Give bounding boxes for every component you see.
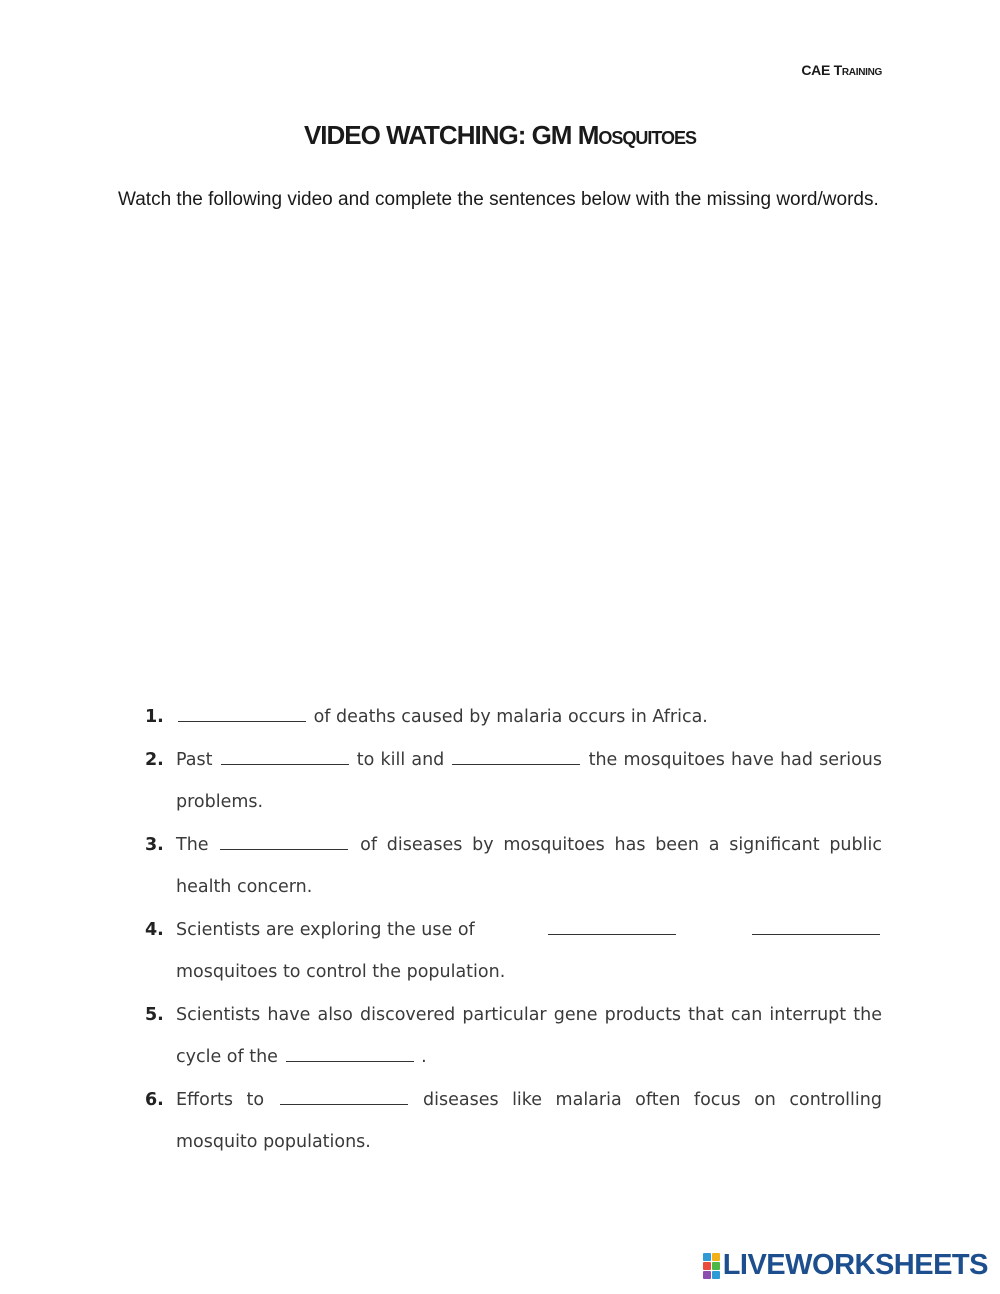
question-text: Past bbox=[176, 749, 213, 770]
question-text: . bbox=[421, 1047, 427, 1067]
question-number: 3. bbox=[145, 834, 164, 855]
question-line bbox=[176, 909, 882, 952]
question-4 bbox=[145, 909, 882, 994]
question-text: The bbox=[176, 834, 209, 855]
title-topic: Mosquitoes bbox=[577, 120, 697, 150]
question-list bbox=[145, 696, 882, 1164]
video-embed-area[interactable] bbox=[118, 265, 883, 685]
question-number: 5. bbox=[145, 1004, 164, 1025]
question-text: Scientists have also discovered particular gene products that can interrupt the cycle of the bbox=[176, 1004, 882, 1067]
question-number: 6. bbox=[145, 1089, 164, 1110]
liveworksheets-logo[interactable] bbox=[703, 1249, 988, 1282]
question-number: 1. bbox=[145, 707, 164, 727]
question-number: 2. bbox=[145, 749, 164, 770]
question-number: 4. bbox=[145, 919, 164, 940]
question-2 bbox=[145, 739, 882, 824]
answer-blank[interactable] bbox=[452, 763, 580, 765]
answer-blank[interactable] bbox=[548, 933, 676, 935]
question-5 bbox=[145, 994, 882, 1079]
question-text: Efforts to bbox=[176, 1089, 265, 1110]
answer-blank[interactable] bbox=[286, 1060, 414, 1062]
question-text: the mosquitoes have had serious problems. bbox=[176, 749, 882, 812]
answer-blank[interactable] bbox=[221, 763, 349, 765]
question-text: mosquitoes to control the population. bbox=[176, 962, 506, 982]
answer-blank[interactable] bbox=[178, 720, 306, 722]
question-6 bbox=[145, 1079, 882, 1164]
question-text: of deaths caused by malaria occurs in Africa. bbox=[313, 707, 708, 727]
question-text: of diseases by mosquitoes has been a significant public health concern. bbox=[176, 834, 882, 897]
answer-blank[interactable] bbox=[752, 933, 880, 935]
logo-text: LIVEWORKSHEETS bbox=[722, 1249, 988, 1281]
answer-blank[interactable] bbox=[280, 1103, 408, 1105]
title-main: VIDEO WATCHING: GM bbox=[303, 120, 578, 150]
question-text: diseases like malaria often focus on controlling mosquito populations. bbox=[176, 1089, 882, 1152]
question-3 bbox=[145, 824, 882, 909]
question-1 bbox=[145, 696, 882, 739]
header-label: CAE Training bbox=[801, 62, 882, 78]
question-text: Scientists are exploring the use of bbox=[176, 919, 475, 940]
page-title bbox=[0, 120, 1000, 151]
instructions: Watch the following video and complete the sentences below with the missing word/words. bbox=[118, 189, 879, 210]
answer-blank[interactable] bbox=[220, 848, 348, 850]
logo-icon bbox=[703, 1253, 720, 1279]
question-text: to kill and bbox=[356, 749, 445, 770]
